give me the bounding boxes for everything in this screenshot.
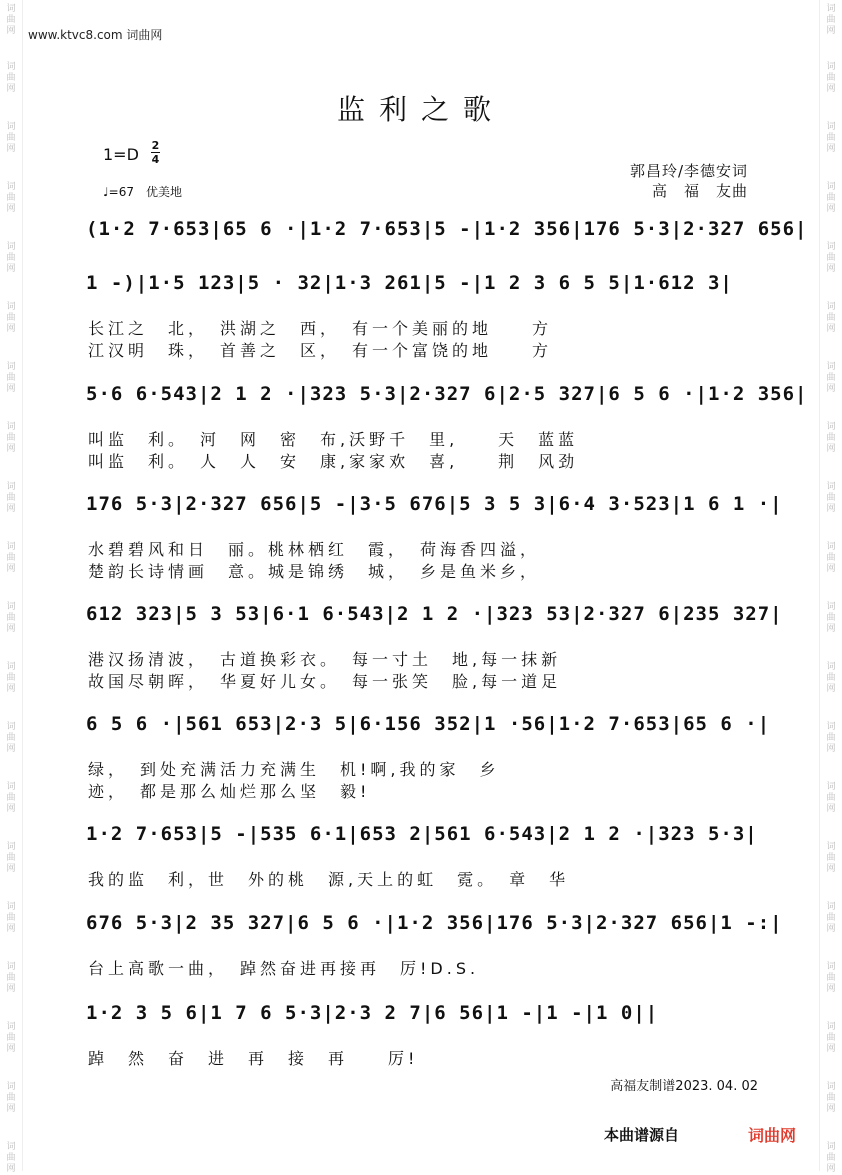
watermark-right-17: 词曲网 [826, 1022, 836, 1054]
watermark-left-6: 词曲网 [6, 362, 16, 394]
lyric-line-6-1: 绿， 到处充满活力充满生 机!啊,我的家 乡 [88, 760, 500, 779]
notation-row-8: 676 5·3|2 35 327|6 5 6 ·|1·2 356|176 5·3|2·327 656|1 -:| [86, 912, 783, 934]
maker-credit: 高福友制谱2023. 04. 02 [610, 1079, 758, 1094]
lyric-line-3-1: 叫监 利。 河 网 密 布,沃野千 里, 天 蓝蓝 [88, 430, 579, 449]
watermark-left-11: 词曲网 [6, 662, 16, 694]
source-brand-link[interactable]: 词曲网 [748, 1126, 797, 1145]
notation-row-4: 176 5·3|2·327 656|5 -|3·5 676|5 3 5 3|6·4 3·523|1 6 1 ·| [86, 493, 783, 515]
lyric-line-2-2: 江汉明 珠， 首善之 区， 有一个富饶的地 方 [88, 341, 553, 360]
lyric-line-7-1: 我的监 利，世 外的桃 源,天上的虹 霓。 章 华 [88, 870, 570, 889]
watermark-left-0: 词曲网 [6, 4, 16, 36]
watermark-left-10: 词曲网 [6, 602, 16, 634]
notation-row-2: 1 -)|1·5 123|5 · 32|1·3 261|5 -|1 2 3 6 5 5|1·612 3| [86, 272, 733, 294]
notation-row-7: 1·2 7·653|5 -|535 6·1|653 2|561 6·543|2 1 2 ·|323 5·3| [86, 823, 758, 845]
watermark-right-16: 词曲网 [826, 962, 836, 994]
watermark-left-9: 词曲网 [6, 542, 16, 574]
watermark-right-8: 词曲网 [826, 482, 836, 514]
right-margin-strip [819, 0, 842, 1171]
watermark-right-3: 词曲网 [826, 182, 836, 214]
lyric-line-5-1: 港汉扬清波， 古道换彩衣。 每一寸土 地,每一抹新 [88, 650, 562, 669]
watermark-right-1: 词曲网 [826, 62, 836, 94]
watermark-left-5: 词曲网 [6, 302, 16, 334]
watermark-right-6: 词曲网 [826, 362, 836, 394]
watermark-left-19: 词曲网 [6, 1142, 16, 1174]
watermark-right-14: 词曲网 [826, 842, 836, 874]
composer-credit: 高 福 友曲 [651, 182, 748, 200]
watermark-left-1: 词曲网 [6, 62, 16, 94]
watermark-left-13: 词曲网 [6, 782, 16, 814]
lyricist-credit: 郭昌玲/李德安词 [629, 162, 748, 180]
lyric-line-8-1: 台上高歌一曲， 踔然奋进再接再 厉!D.S. [88, 959, 480, 978]
watermark-left-15: 词曲网 [6, 902, 16, 934]
watermark-left-7: 词曲网 [6, 422, 16, 454]
watermark-left-16: 词曲网 [6, 962, 16, 994]
watermark-right-19: 词曲网 [826, 1142, 836, 1174]
watermark-left-2: 词曲网 [6, 122, 16, 154]
watermark-right-2: 词曲网 [826, 122, 836, 154]
watermark-right-15: 词曲网 [826, 902, 836, 934]
song-title: 监利之歌 [336, 93, 505, 126]
notation-row-1: (1·2 7·653|65 6 ·|1·2 7·653|5 -|1·2 356|176 5·3|2·327 656| [86, 218, 808, 240]
time-signature-bottom: 4 [151, 153, 160, 166]
watermark-left-17: 词曲网 [6, 1022, 16, 1054]
lyric-line-9-1: 踔 然 奋 进 再 接 再 厉! [88, 1049, 419, 1068]
lyric-line-4-1: 水碧碧风和日 丽。桃林栖红 霞， 荷海香四溢， [88, 540, 541, 559]
watermark-right-5: 词曲网 [826, 302, 836, 334]
notation-row-5: 612 323|5 3 53|6·1 6·543|2 1 2 ·|323 53|2·327 6|235 327| [86, 603, 783, 625]
time-signature-top: 2 [151, 139, 160, 152]
lyric-line-3-2: 叫监 利。 人 人 安 康,家家欢 喜, 荆 风劲 [88, 452, 579, 471]
tempo-marking: ♩=67 优美地 [103, 185, 182, 199]
watermark-right-0: 词曲网 [826, 4, 836, 36]
watermark-right-9: 词曲网 [826, 542, 836, 574]
left-margin-strip [0, 0, 23, 1171]
notation-row-6: 6 5 6 ·|561 653|2·3 5|6·156 352|1 ·56|1·2 7·653|65 6 ·| [86, 713, 771, 735]
watermark-right-11: 词曲网 [826, 662, 836, 694]
time-signature [151, 140, 160, 165]
watermark-right-7: 词曲网 [826, 422, 836, 454]
lyric-line-2-1: 长江之 北， 洪湖之 西， 有一个美丽的地 方 [88, 319, 553, 338]
site-url[interactable]: www.ktvc8.com 词曲网 [28, 28, 163, 42]
watermark-left-14: 词曲网 [6, 842, 16, 874]
source-label: 本曲谱源自 [604, 1126, 680, 1144]
watermark-right-10: 词曲网 [826, 602, 836, 634]
key-signature: 1=D [103, 145, 139, 164]
notation-row-3: 5·6 6·543|2 1 2 ·|323 5·3|2·327 6|2·5 327|6 5 6 ·|1·2 356| [86, 383, 808, 405]
watermark-left-8: 词曲网 [6, 482, 16, 514]
lyric-line-4-2: 楚韵长诗情画 意。城是锦绣 城， 乡是鱼米乡， [88, 562, 541, 581]
watermark-right-13: 词曲网 [826, 782, 836, 814]
watermark-left-4: 词曲网 [6, 242, 16, 274]
watermark-left-18: 词曲网 [6, 1082, 16, 1114]
notation-row-9: 1·2 3 5 6|1 7 6 5·3|2·3 2 7|6 56|1 -|1 -|1 0|| [86, 1002, 659, 1024]
watermark-right-12: 词曲网 [826, 722, 836, 754]
watermark-right-4: 词曲网 [826, 242, 836, 274]
watermark-left-12: 词曲网 [6, 722, 16, 754]
lyric-line-5-2: 故国尽朝晖， 华夏好儿女。 每一张笑 脸,每一道足 [88, 672, 562, 691]
watermark-right-18: 词曲网 [826, 1082, 836, 1114]
lyric-line-6-2: 迹， 都是那么灿烂那么坚 毅! [88, 782, 371, 801]
watermark-left-3: 词曲网 [6, 182, 16, 214]
